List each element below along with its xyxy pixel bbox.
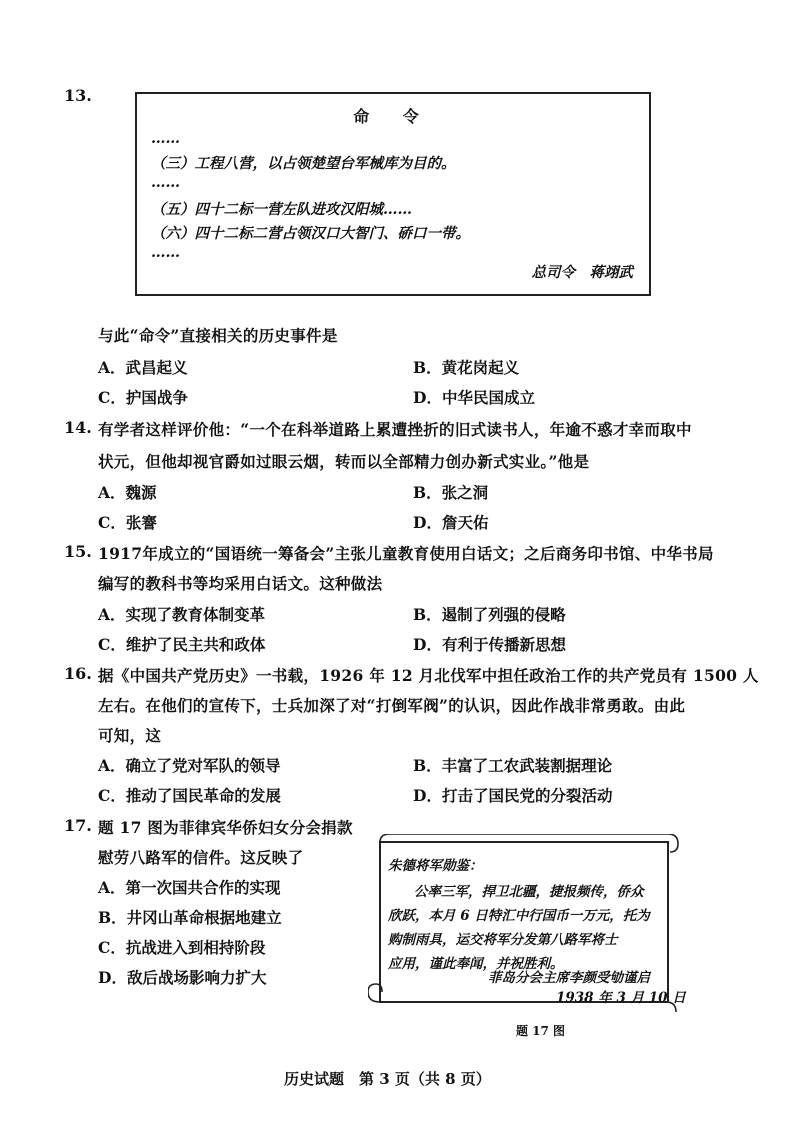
question-14-option-d[interactable]: D．詹天佑	[413, 513, 489, 532]
question-15-stem-line-1: 1917年成立的“国语统一筹备会”主张儿童教育使用白话文；之后商务印书馆、中华书局	[98, 544, 714, 563]
question-13-option-b[interactable]: B．黄花岗起义	[413, 358, 520, 377]
letter-line-1: 公率三军，捍卫北疆，捷报频传，侨众	[414, 884, 644, 900]
question-15-stem-line-2: 编写的教科书等均采用白话文。这种做法	[98, 574, 383, 593]
page-footer: 历史试题 第 3 页（共 8 页）	[284, 1070, 491, 1088]
command-signature: 总司令 蒋翊武	[531, 264, 633, 281]
question-16-number: 16.	[64, 664, 92, 683]
question-16-stem-line-3: 可知，这	[98, 726, 162, 745]
command-item-6: （六）四十二标二营占领汉口大智门、硚口一带。	[151, 225, 470, 242]
letter-line-3: 购制雨具，运交将军分发第八路军将士	[388, 932, 618, 948]
command-document-box	[135, 92, 651, 296]
question-17-option-a[interactable]: A．第一次国共合作的实现	[98, 878, 281, 897]
letter-date: 1938 年 3 月 10 日	[556, 990, 686, 1006]
command-ellipsis-3: ……	[151, 244, 180, 261]
donation-letter-figure	[368, 834, 686, 1012]
question-13-number: 13.	[64, 86, 92, 105]
question-16-option-d[interactable]: D．打击了国民党的分裂活动	[413, 786, 613, 805]
question-13-option-d[interactable]: D．中华民国成立	[413, 388, 535, 407]
question-16-stem-line-1: 据《中国共产党历史》一书载，1926 年 12 月北伐军中担任政治工作的共产党员有 1500 人	[98, 666, 759, 685]
command-item-5: （五）四十二标一营左队进攻汉阳城……	[151, 201, 412, 218]
question-16-option-c[interactable]: C．推动了国民革命的发展	[98, 786, 281, 805]
letter-line-4: 应用，谨此奉闻，并祝胜利。	[388, 956, 564, 972]
question-14-stem-line-1: 有学者这样评价他：“一个在科举道路上累遭挫折的旧式读书人，年逾不惑才幸而取中	[98, 420, 692, 439]
command-item-3: （三）工程八营，以占领楚望台军械库为目的。	[151, 155, 456, 172]
question-17-option-b[interactable]: B．井冈山革命根据地建立	[98, 908, 282, 927]
question-16-option-b[interactable]: B．丰富了工农武装割据理论	[413, 756, 613, 775]
question-17-stem-line-1: 题 17 图为菲律宾华侨妇女分会捐款	[98, 818, 353, 837]
question-14-number: 14.	[64, 418, 92, 437]
question-14-option-b[interactable]: B．张之洞	[413, 483, 489, 502]
question-15-option-b[interactable]: B．遏制了列强的侵略	[413, 605, 566, 624]
question-14-option-c[interactable]: C．张謇	[98, 513, 157, 532]
question-14-stem-line-2: 状元，但他却视官爵如过眼云烟，转而以全部精力创办新式实业。”他是	[98, 452, 590, 471]
question-15-option-d[interactable]: D．有利于传播新思想	[413, 635, 566, 654]
question-15-number: 15.	[64, 542, 92, 561]
question-17-option-c[interactable]: C．抗战进入到相持阶段	[98, 938, 266, 957]
letter-sender: 菲岛分会主席李颜受劬谨启	[488, 970, 650, 986]
question-15-option-c[interactable]: C．维护了民主共和政体	[98, 635, 266, 654]
command-title: 命 令	[353, 107, 433, 126]
command-ellipsis-1: ……	[151, 130, 180, 147]
command-ellipsis-2: ……	[151, 174, 180, 191]
letter-line-2: 欣跃，本月 6 日特汇中行国币一万元，托为	[388, 908, 650, 924]
question-16-option-a[interactable]: A．确立了党对军队的领导	[98, 756, 281, 775]
question-16-stem-line-2: 左右。在他们的宣传下，士兵加深了对“打倒军阀”的认识，因此作战非常勇敢。由此	[98, 696, 686, 715]
question-15-option-a[interactable]: A．实现了教育体制变革	[98, 605, 266, 624]
question-17-stem-line-2: 慰劳八路军的信件。这反映了	[98, 848, 304, 867]
figure-caption: 题 17 图	[516, 1024, 566, 1038]
question-17-number: 17.	[64, 816, 92, 835]
question-17-option-d[interactable]: D．敌后战场影响力扩大	[98, 968, 267, 987]
question-13-option-a[interactable]: A．武昌起义	[98, 358, 188, 377]
question-13-stem: 与此“命令”直接相关的历史事件是	[98, 326, 338, 345]
question-13-option-c[interactable]: C．护国战争	[98, 388, 188, 407]
letter-salutation: 朱德将军勋鉴：	[388, 858, 483, 874]
question-14-option-a[interactable]: A．魏源	[98, 483, 157, 502]
